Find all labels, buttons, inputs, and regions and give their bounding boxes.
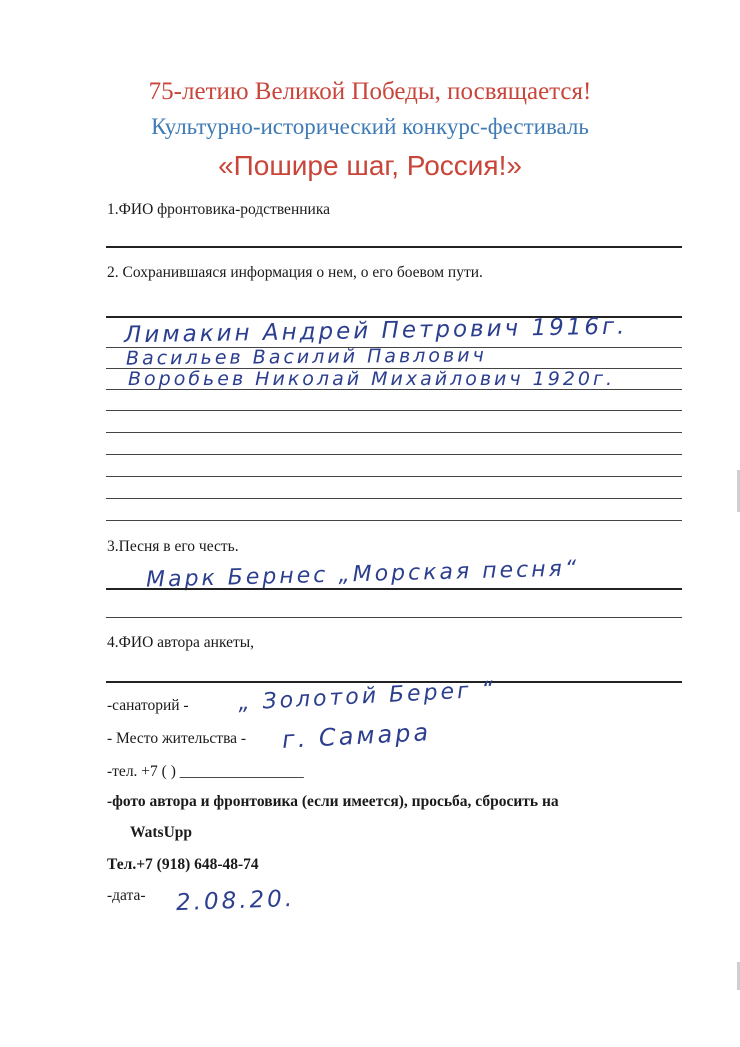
answer-line [106,520,682,521]
header-dedication: 75-летию Великой Победы, посвящается! [148,78,592,105]
handwritten-residence: г. Самара [281,718,432,754]
question-1-label: 1.ФИО фронтовика-родственника [107,201,331,218]
sanatorium-label: -санаторий - [107,697,189,714]
answer-line [106,476,682,477]
date-label: -дата- [107,887,146,904]
residence-label: - Место жительства - [107,730,247,747]
question-4-label: 4.ФИО автора анкеты, [107,634,255,651]
question-2-label: 2. Сохранившаяся информация о нем, о его боевом пути. [107,264,483,281]
answer-line [106,246,682,248]
handwritten-answer-line: Воробьев Николай Михайлович 1920г. [128,368,616,390]
answer-line [106,432,682,433]
phone-label: -тел. +7 ( ) ________________ [107,763,304,780]
answer-line [106,498,682,499]
header-festival: Культурно-исторический конкурс-фестиваль [151,114,589,139]
messenger-name: WatsUpp [130,824,193,841]
handwritten-song: Марк Бернес „Морская песня“ [145,556,580,593]
answer-line [106,410,682,411]
contact-phone: Тел.+7 (918) 648-48-74 [107,856,259,873]
handwritten-date: 2.08.20. [175,885,296,917]
handwritten-answer-line: Васильев Василий Павлович [125,344,487,370]
answer-line [106,617,682,618]
handwritten-sanatorium: „ Золотой Берег “ [237,677,497,716]
answer-line [106,588,682,590]
header-slogan: «Пошире шаг, Россия!» [218,150,522,181]
question-3-label: 3.Песня в его честь. [107,538,239,555]
handwritten-answer-line: Лимакин Андрей Петрович 1916г. [123,313,628,349]
answer-line [106,454,682,455]
photo-request-note: -фото автора и фронтовика (если имеется), просьба, сбросить на [107,793,559,810]
